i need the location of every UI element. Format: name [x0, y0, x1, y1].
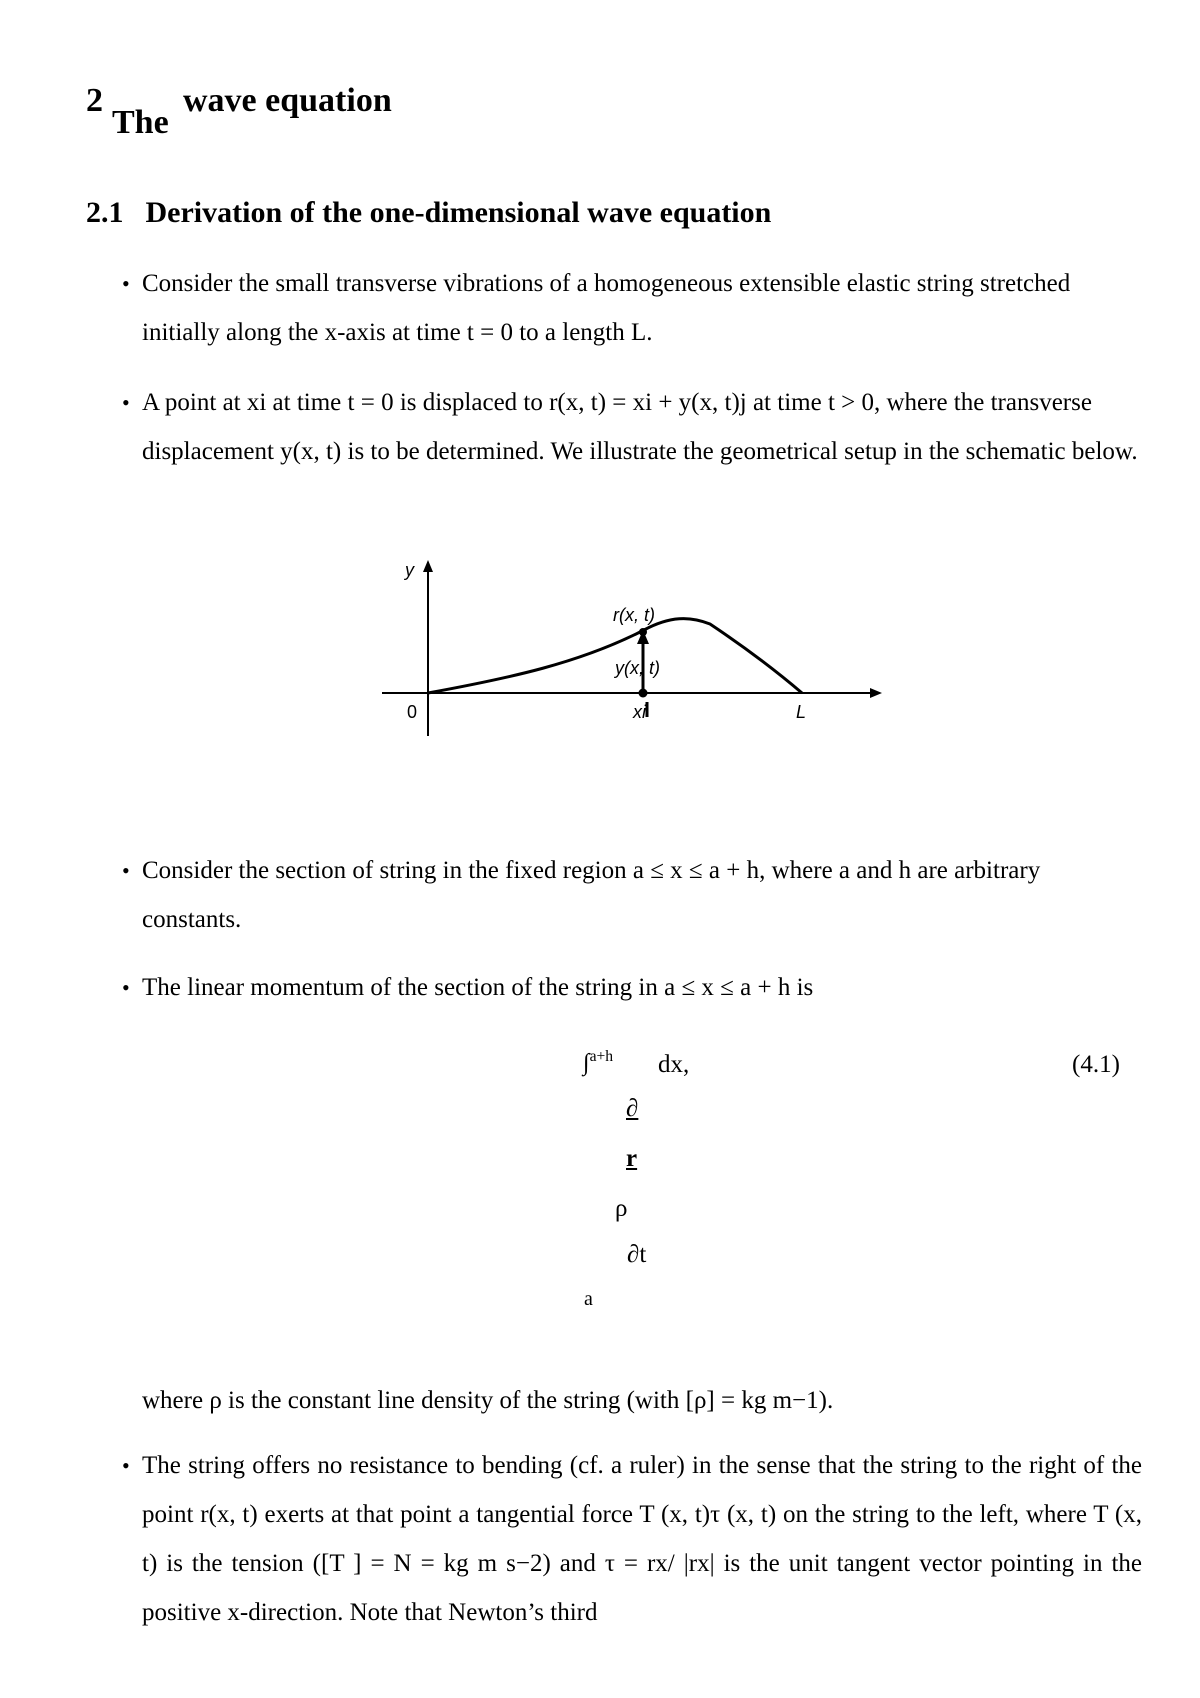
paragraph-1-text: Consider the small transverse vibrations of a homogeneous extensible elastic string stretched initially along the x-axis at time t = 0 to a length L.: [142, 270, 1071, 346]
bullet-icon: •: [122, 975, 130, 1000]
paragraph-4-text: The linear momentum of the section of the string in a ≤ x ≤ a + h is: [142, 974, 814, 1001]
bullet-icon: •: [122, 858, 130, 883]
x-position-label: xi: [633, 702, 646, 722]
paragraph-1: [122, 259, 1142, 357]
y-axis-label: y: [405, 560, 414, 580]
density-note: where ρ is the constant line density of the string (with [ρ] = kg m−1).: [142, 1387, 834, 1414]
point-marker: [639, 689, 648, 698]
integral-sign: ∫: [583, 1050, 590, 1076]
section-number: 2.1: [86, 196, 124, 229]
equation-rho: ρ: [615, 1195, 628, 1222]
integral-lower-limit: a: [584, 1288, 593, 1310]
section-title: Derivation of the one-dimensional wave equation: [145, 196, 772, 229]
section-heading: [86, 196, 771, 230]
paragraph-3-text: Consider the section of string in the fixed region a ≤ x ≤ a + h, where a and h are arbitrary constants.: [142, 857, 1041, 933]
paragraph-4: [122, 963, 1142, 1012]
chapter-title: wave equation: [183, 82, 392, 119]
paragraph-2: [122, 378, 1142, 476]
chapter-number: 2: [86, 82, 103, 119]
string-schematic-figure: [370, 552, 890, 752]
position-vector-label: r(x, t): [613, 605, 655, 625]
displaced-point-marker: [639, 628, 647, 636]
paragraph-5-text: The string offers no resistance to bending (cf. a ruler) in the sense that the string to the right of the point r(x, t) exerts at that point a tangential force T (x, t)τ (x, t) on the string to the left, where T (x, t) is the tension ([T ] = N = kg m s−2) and τ = rx/ |rx| is the unit tangent vector pointing in the positive x-direction. Note that Newton’s third: [142, 1452, 1142, 1626]
length-label: L: [796, 702, 807, 722]
equation-integral: [583, 1048, 613, 1077]
paragraph-2-text: A point at xi at time t = 0 is displaced to r(x, t) = xi + y(x, t)j at time t > 0, where the transverse displacement y(x, t) is to be determined. We illustrate the geometrical setup in the schematic below.: [142, 389, 1138, 465]
bullet-icon: •: [122, 390, 130, 415]
origin-label: 0: [407, 702, 418, 722]
paragraph-5: [122, 1441, 1142, 1637]
y-axis-arrow-icon: [423, 560, 433, 572]
displacement-label: y(x, t): [615, 658, 660, 678]
equation-dt: ∂t: [627, 1241, 647, 1268]
equation-number: (4.1): [1072, 1051, 1120, 1078]
displaced-string-curve: [428, 619, 802, 693]
paragraph-3: [122, 846, 1142, 944]
bullet-icon: •: [122, 1453, 130, 1478]
equation-partial: ∂: [626, 1095, 639, 1122]
bullet-icon: •: [122, 271, 130, 296]
integral-upper-limit: a+h: [589, 1048, 614, 1065]
chapter-title-the: The: [112, 104, 169, 141]
x-axis-arrow-icon: [870, 688, 882, 698]
equation-dx: dx,: [658, 1051, 690, 1078]
equation-r-vector: r: [626, 1145, 638, 1172]
